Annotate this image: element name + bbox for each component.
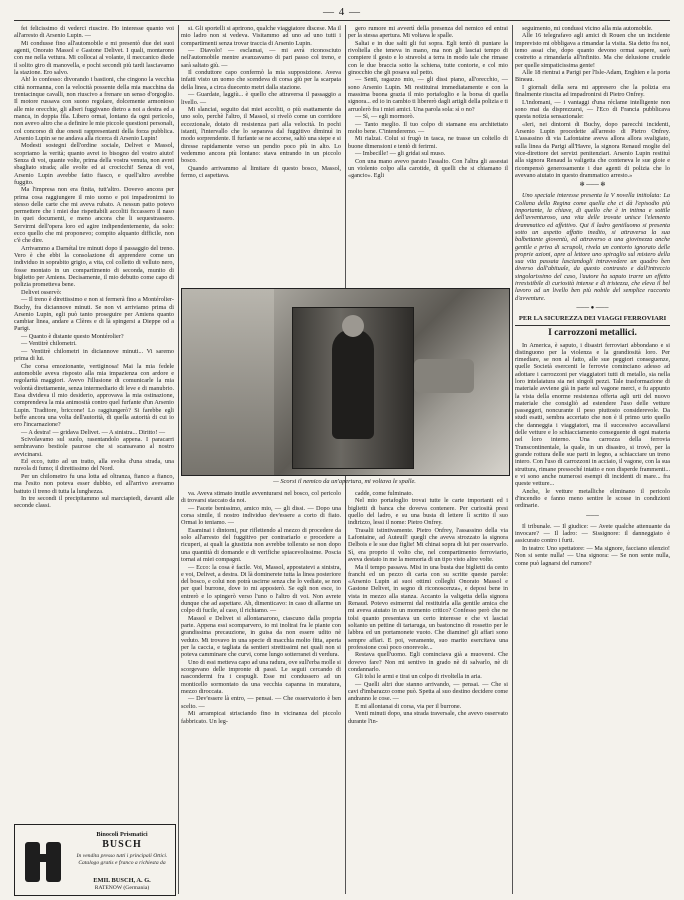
paragraph: fei felicissimo di vederci riuscire. Ho interesse quanto voi all'arresto di Arsenio Lupin. — xyxy=(14,25,174,40)
paragraph: Mi slanciai, seguito dai miei accoliti, o più esattamente da uno solo, perchè l'altro, il Massol, si rivelò come un corridore eccezionale, dotato di resistenza pari alla velocità. In pochi istanti, l'intervallo che lo separava dal fuggitivo diminuì in modo sorprendente. Il furfante se ne accorse, saltò una siepe e si diresse rapidamente verso un pendio poco più in alto. Lo vedemmo ancora più lontano: stava entrando in un piccolo bosco. xyxy=(181,106,341,165)
paragraph: — Ventitrè chilometri in diciannove minuti... Vi saremo prima di lui. xyxy=(14,347,174,363)
book-notice: Uno speciale interesse presenta la V novella intitolata: La Collana della Regina come quella che ci dà l'episodio più importante, la chiave, di quello che è in intima e sottile dell'avventuroso, una vita delle trovate unisce l'elemento drammatico ed affettivo. Qui il ladro gentiluomo si presenta sotto un aspetto affatto inedito, si attraversa la sua balbettante gioventù, ed attraverso a una giovinezza anche gentile e priva di scrupoli, rivela un contorto ignorato delle proprie azioni, apre al lettore uno spiraglio sul mistero della sua vita passata lasciandogli intravvedere un quadro ben diverso dall'abituale, da questo contrasto e dall'intreccio singolarissimo del caso, l'autore ha saputo trarre un effetto irresistibile di curiosità intense e di tristezza, che eleva il bel lavoro ad un livello ben più nobile del semplice racconto d'avventure. xyxy=(515,192,670,302)
separator-ornament: ─── xyxy=(586,512,599,519)
paragraph: «Ieri, nei dintorni di Buchy, dopo parecchi incidenti, Arsenio Lupin procedette all'arresto di Pietro Onfrey. L'assassino di via Lafontaine aveva allora allora svaligiato, sulla linea da Parigi all'Havre, la signora Renaud moglie del vice-direttore dei servizi penitenziari. Arsenio Lupin restituì alla signora Renaud la valigetta che conteneva le sue gioie e ricompensò generosamente i due agenti di polizia che lo avevano aiutato in questo drammatico arresto.» xyxy=(515,120,670,179)
column-2-top xyxy=(181,25,341,283)
column-1 xyxy=(14,25,174,894)
paragraph: Restava quell'uomo. Egli cominciava già a muoversi. Che dovevo fare? Non mi sentivo in grado nè di salvarlo, nè di condannarlo. xyxy=(348,651,508,673)
paragraph: Mi rialzai. Colui si frugò in tasca, ne trasse un coltello di buone dimensioni e tentò di ferirmi. xyxy=(348,135,508,150)
joke: In teatro: Uno spettatore: — Ma signore, facciano silenzio! Non si sente nulla! — Una signora: — Se non sente nulla, come può lagnarsi del rumore? xyxy=(515,544,670,567)
paragraph: Alle 16 telegrafavo agli amici di Rouen che un incidente imprevisto mi obbligava a rimandar la visita. Sia detto fra noi, temo assai che, dopo quanto devono ormai sapere, sarò costretto a rimandarla all'infinito. Ma che delusione crudele per quelle simpaticissima gente! xyxy=(515,32,670,69)
paragraph: — Imbecille! — gli gridai sul muso. xyxy=(355,150,446,158)
paragraph: Nel mio portafoglio trovai tutte le carte importanti ed i biglietti di banca che doveva contenere. Per curiosità presi quello del ladro, e su una busta di lettere lì scritto il suo indirizzo, lessi il nome: Pietro Onfrey. xyxy=(348,497,508,527)
paragraph: gero rumore mi avvertì della presenza del nemico ed entrai per la stessa apertura. Mi voltava le spalle. xyxy=(348,25,508,40)
paragraph: — Ventitrè chilometri. xyxy=(21,340,77,348)
paragraph: Il conduttore capo confermò la mia supposizione. Aveva infatti visto un uomo che scendeva di corsa giù per la scarpata della linea, a circa duecento metri dalla stazione. xyxy=(181,69,341,91)
paragraph: Che corsa emozionante, vertiginosa! Mai la mia fedele automobile aveva risposto alla mia impazienza con ardore e regolarità maggiori. Avevo l'illusione di comunicarle la mia volontà direttamente, senza intermediario di leve e di manubrio. Essa divideva il mio desiderio, approvava la mia ostinazione, comprendeva la mia animosità contro quel furfante d'un Arsenio Lupin. Traditore, briccone! Lo raggiungerò? Si farebbe egli beffe ancora una volta dell'autorità, di quella autorità di cui io ero l'incarnazione? xyxy=(14,362,174,429)
paragraph: — Il treno è direttissimo e non si fermerà fino a Montérolier-Buchy, fra diciannove minuti. Se non vi arriviamo prima di Arsenio Lupin, egli può tanto proseguire per Amiens quanto cambiar linea, andare a Clères e di là spingersi a Dieppe od a Parigi. xyxy=(14,296,174,333)
paragraph: Ma il tempo passava. Misi in una busta due biglietti da cento franchi ed un pezzo di carta con su scritte queste parole: «Arsenio Lupin ai suoi ottimi colleghi Onorato Massol e Gastone Delivet, in segno di riconoscenza», e deposi bene in vista in mezzo alla stanza. Accanto la valigetta della signora Renaud. Potevo esimermi dal restituirla alla gentile amica che mi aveva aiutato in un momento critico? Confesso però che ne tolsi quanto presentava un certo interesse e che vi lasciai soltanto un pettine di tartaruga, un bastoncino di rossetto per le labbra ed un portamonete vuoto. Che diamine! gli affari sono sempre affari. E poi, veramente, suo marito esercitava una professione così poco onorevole... xyxy=(348,563,508,651)
paragraph: Esaminai i dintorni, pur riflettendo al mezzo di procedere da solo all'arresto del fuggitivo per contrariarlo e procedere a ricuperi, ai quali la giustizia non avrebbe tollerato se non dopo una quantità di domande e di verifiche spiacevolissime. Poscia tornai ai miei compagni. xyxy=(181,526,341,564)
paragraph: Arrivammo a Darnétal tre minuti dopo il passaggio del treno. Vero è che ebbi la consolazione di apprendere come un individuo in soprabito grigio, a vita, col colletto di velluto nero, fosse montato in un compartimento di seconda, munito di biglietto per Amiens. Decisamente, il mio debutto come capo di polizia prometteva bene. xyxy=(14,244,174,289)
paragraph: Ed ecco, tutto ad un tratto, alla svolta d'una strada, una nuvola di fumo; il direttissimo del Nord. xyxy=(14,458,174,473)
paragraph: Ma l'impresa non era finita, tutt'altro. Dovevo ancora per prima cosa raggiungere il mio uomo e poi impadronirmi io stesso delle carte che mi aveva rubato. A nessun patto potevo permettere che i miei due rispettabili accoliti ficcassero il naso in quei documenti, e meno ancora che li sequestrassero. Servirmi dell'opera loro ed agire indipendentemente, da solo: ecco quello che mi proponevo; compito alquanto difficile, non c'è che dire. xyxy=(14,186,174,245)
paragraph: Uno di essi metteva capo ad una radura, ove sull'erba molle si scorgevano delle impronte di passi. Le seguii cercando di nascondermi fra i cespugli. Esse mi condussero ad un monticello sormontato da una vecchia capanna in muratura, mezzo diroccata. xyxy=(181,658,341,695)
section-heading: PER LA SICUREZZA DEI VIAGGI FERROVIARI xyxy=(518,315,667,323)
illustration xyxy=(181,288,510,476)
top-rule xyxy=(14,20,670,21)
ad-firm: EMIL BUSCH, A. G. xyxy=(93,877,151,884)
paragraph: — Senti, ragazzo mio, — gli dissi piano, all'orecchio, — sono Arsenio Lupin. Mi restituirai immediatamente e con la massima buona grazia il mio portafoglio e la borsa di quella signora... ed io in cambio ti libererò dagli artigli della polizia e ti arruolerò fra i miei amici. Una parola sola: sì o no? xyxy=(348,76,508,113)
paragraph: Mi arrampicai strisciando fino in vicinanza del piccolo fabbricato. Un leg- xyxy=(181,710,341,725)
paragraph: I giornali della sera mi appresero che la polizia era finalmente riuscita ad impadronirsi di Pietro Onfrey. xyxy=(515,83,670,99)
paragraph: Massol e Delivet si allontanarono, ciascuno dalla propria parte. Appena essi scomparvero, io mi inoltrai fra le piante con grandissima precauzione, in guisa da non essere udito nè veduto. Mi trovavo in una specie di macchia molto fitta, aperta per la caccia, e tagliata da sentieri strettissimi nei quali non si poteva camminare che curvi, come lungo sotterranei di verdura. xyxy=(181,614,341,659)
illustration-arm xyxy=(414,359,474,393)
illustration-head xyxy=(342,315,364,337)
paragraph: Quando arrivammo al limitare di questo bosco, Massol, fermo, ci aspettava. xyxy=(181,164,341,179)
column-4 xyxy=(515,25,670,894)
paragraph: — Dev'essere là entro, — pensai. — Che osservatorio è ben scelto. — xyxy=(181,695,341,710)
paragraph: — A destra! — gridava Delivet. — A sinistra... Diritto! — xyxy=(21,428,166,436)
paragraph: — Quanto è distante questo Montérolier? xyxy=(21,332,124,340)
paragraph: Con una mano avevo parato l'assalto. Con l'altra gli assestai un violento colpo alla carotide, di quelli che si chiamano il «gancio». Egli xyxy=(348,157,508,180)
illustration-figure xyxy=(332,329,374,439)
paragraph: — Ecco: la cosa è facile. Voi, Massol, appostatevi a sinistra, e voi, Delivet, a destra. Di là dominerete tutta la linea posteriore del bosco, e colui non potrà uscirne senza che lo vediate, se non per quel burrone, dove io mi apposterò. Se egli non esce, io entrerò e lo spingerò verso l'uno o l'altro di voi. Non avrete dunque che ad aspettare. Ah, dimenticavo: in caso di allarme un colpo di fucile, al caso, il richiamo. — xyxy=(181,563,341,615)
paragraph: In tre secondi il precipitammo sul marciapiedi, davanti alle seconde classi. xyxy=(14,495,174,510)
paragraph: Delivet osservò: xyxy=(21,288,62,296)
paragraph: In America, è saputo, i disastri ferroviari abbondano e si distinguono per la violenza e la grandiosità loro. Per rimediare, se non al fatto, alle sue peggiori conseguenze, quelle Società esercenti le ferrovie cominciano adesso ad adottare i carrozzoni per viaggiatori tutti di metallo, sia nella loro intelaiatura sia nei singoli pezzi. Tale trasformazione di materiale avviene già in parte sul vagone merci, e fu appunto la vista della enorme resistenza offerta agli urti del nuovo materiale che consigliò ad estendere l'uso delle vetture passeggeri, noncurante il peso piuttosto considerevole. Da studi esatti, sembra accertato che non è il primo urto quello che danneggia i viaggiatori, ma il successivo accavallarsi delle vetture e lo schiacciamento conseguente di ogni materia nel loro interno. Una carrozza della ferrovia Transcontinentale, la quale, in un disastro, si trovò, per la grande rottura delle sue parti in legno, a schiacciare un treno intero. Con l'uso di carrozzoni in acciaio, il vagone, con la sua struttura, rimane pressoché intatto e non disperde frammenti... e vi sono anche numerosi esempi di incidenti di mare... fra queste vetture... xyxy=(515,341,670,488)
newspaper-page xyxy=(14,6,670,894)
column-3-bottom xyxy=(348,490,508,894)
illustration-caption: — Scorsi il nemico da un'apertura, mi voltava le spalle. xyxy=(273,478,416,485)
page-number: — 4 — xyxy=(323,6,361,18)
paragraph: L'indomani, — i vantaggi d'una réclame intelligente non sono mai da disprezzarsi, — l'Eco di Francia pubblicava questa notizia sensazionale: xyxy=(515,98,670,121)
paragraph: — Facete benissimo, amico mio, — gli dissi. — Dopo una corsa simile, il nostro individuo dev'essere a corto di fiato. Ormai lo teniamo. — xyxy=(181,504,341,527)
paragraph: seguimento, mi condussi vicino alla mia automobile. xyxy=(522,25,653,32)
ad-brand: BUSCH xyxy=(102,839,142,850)
paragraph: Per un chilometro fu una lotta ad oltranza, fianco a fianco, ma l'esito non poteva esser dubbio, ed all'arrivo avevamo battuto il treno di tutta la lunghezza. xyxy=(14,472,174,495)
ad-city: RATENOW (Germania) xyxy=(94,885,150,891)
ad-description: In vendita presso tutti i principali Ottici. Catalogo gratis e franco a richiesta da xyxy=(76,853,168,866)
column-divider xyxy=(512,25,513,894)
paragraph: Saltai e in due salti gli fui sopra. Egli tentò di puntare la rivoltella che teneva in mano, ma non gli lasciai tempo di compiere il gesto e lo stravolsi a terra in modo tale che rimase con le due braccia sotto la schiena, tutte contorte, e col mio ginocchio che gli posava sul petto. xyxy=(348,39,508,76)
illustration-wall xyxy=(182,289,274,475)
advertisement-busch xyxy=(14,824,176,896)
column-divider xyxy=(178,25,179,894)
article-title: I carrozzoni metallici. xyxy=(515,325,670,339)
paragraph: E mi allontanai di corsa, via per il burrone. xyxy=(355,702,462,710)
paragraph: — Diavolo! — esclamai, — mi avrà riconosciuto nell'automobile mentre avanzavamo di pari passo col treno, e sarà saltato giù. — xyxy=(181,47,341,69)
paragraph: va. Aveva stimato inutile avventurarsi nel bosco, col pericolo di trovarsi staccato da noi. xyxy=(181,490,341,505)
paragraph: — Sì, — egli mormorò. xyxy=(355,113,415,121)
paragraph: — Quelli altri due stanno arrivando, — pensai. — Che si cavi d'imbarazzo come può. Spetta al suo destino decidere come andranno le cose. — xyxy=(348,680,508,703)
paragraph: Alle 18 rientrai a Parigi per l'Isle-Adam, Enghien e la porta Bineau. xyxy=(515,69,670,84)
paragraph: Venti minuti dopo, una strada traversale, che avevo osservato durante l'in- xyxy=(348,710,508,725)
column-2-bottom xyxy=(181,490,341,894)
paragraph: — Guardate, laggiù... è quello che attraversa il passaggio a livello. — xyxy=(181,91,341,106)
paragraph: Anche, le vetture metalliche eliminano il pericolo d'incendio e fanno meno sentire le scosse in condizioni ordinarie. xyxy=(515,487,670,510)
paragraph: Modesti sostegni dell'ordine sociale, Delivet e Massol, scopriamo la verità; quanto avrei io bisogno del vostro aiuto! Senza di voi, quante volte, prima della vostra venuta, non avrei sbagliato strada; alle svolte ed ai crocicchi! Senza di voi, Arsenio Lupin avrebbe fatto fiasco, e quell'altro avrebbe fuggito. xyxy=(14,142,174,186)
ad-product: Binocoli Prismatici xyxy=(96,831,148,838)
separator-ornament: ✻ ─── ✻ xyxy=(579,182,606,189)
paragraph: Mi condusse fino all'automobile e mi presentò due dei suoi agenti, Onorato Massol e Gastone Delivet. I quali, montarono con me nella vettura. Mi collocai al volante, il meccanico diede il solito giro di manovella, e pochi secondi più tardi lasciavamo la stazione. Ero salvo. xyxy=(14,39,174,76)
paragraph: cadde, come fulminato. xyxy=(355,490,414,497)
paragraph: Trasalii istintivamente. Pietro Onfrey, l'assassino della via Lafontaine, ad Auteuil! quegli che aveva strozzato la signora Delbois e le sue due figlie! Mi chinai sopra di lui per osservarlo. Sì, era proprio il volto che, nel compartimento ferroviario, aveva destato in me la memoria di un tipo visto altre volte. xyxy=(348,526,508,564)
separator-ornament: ─── ● ─── xyxy=(576,304,609,311)
paragraph: si. Gli sportelli si aprirono, qualche viaggiatore discese. Ma il mio ladro non si vedeva. Visitammo ad uno ad uno tutti i compartimenti senza trovar traccia di Arsenio Lupin. xyxy=(181,25,341,47)
joke: Il tribunale. — Il giudice: — Avete qualche attenuante da invocare? — Il ladro: — Sissignore: il danneggiato è assicurato contro i furti. xyxy=(515,522,670,545)
binoculars-icon xyxy=(21,834,65,886)
paragraph: Scivolavamo sul suolo, rasentandolo appena. I paracarri sembravano bestiole paurose che si scansavano al nostro avvicinarsi. xyxy=(14,436,174,458)
paragraph: — Tanto meglio. Il tuo colpo di stamane era architettato molto bene. C'intenderemo. — xyxy=(348,120,508,135)
paragraph: Gli tolsi le armi e tirai un colpo di rivoltella in aria. xyxy=(355,673,482,681)
column-3-top xyxy=(348,25,508,283)
paragraph: Ah! lo confesso: divorando i bastioni, che cingono la vecchia città normanna, con la velocità possente della mia macchina da trentacinque cavalli, non riuscivo a frenare un senso d'orgoglio. Il motore russava con suono regolare, dolcemente armonioso alle mie orecchie, gli alberi fuggivano dietro a noi a destra ed a manca, in doppia fila. Libero ormai, lontano da ogni pericolo, non avevo altro che a definire le mie piccole questioni personali, col concorso di due onesti rappresentanti della forza pubblica. Arsenio Lupin se ne andava alla ricerca di Arsenio Lupin! xyxy=(14,76,174,142)
